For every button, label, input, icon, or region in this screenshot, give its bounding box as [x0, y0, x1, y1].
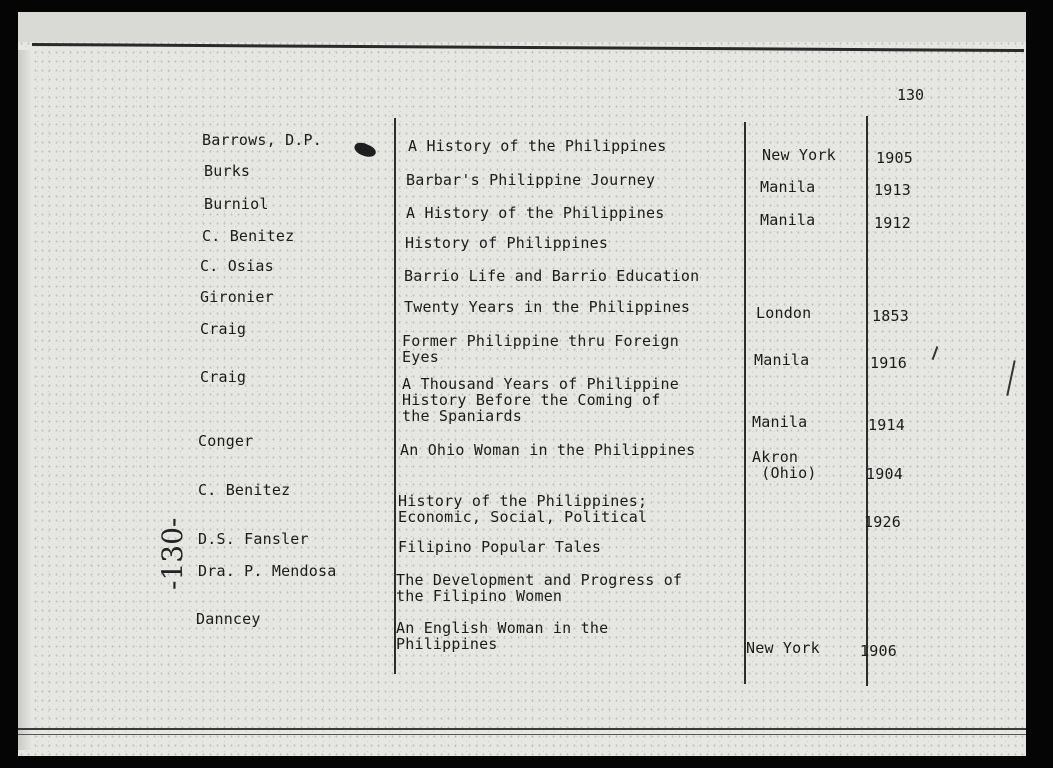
entry-title: History of the Philippines;	[398, 492, 648, 510]
entry-title: An English Woman in the	[396, 619, 609, 637]
entry-place: Manila	[760, 211, 816, 229]
entry-year: 1904	[866, 465, 903, 483]
page-left-shadow	[18, 50, 32, 750]
entry-author: Danncey	[196, 610, 261, 628]
entry-place: New York	[746, 639, 820, 657]
bottom-rule-secondary	[18, 734, 1026, 735]
entry-title: Former Philippine thru Foreign	[402, 332, 679, 350]
entry-title: A History of the Philippines	[406, 204, 665, 222]
entry-year: 1916	[870, 354, 907, 372]
entry-place: (Ohio)	[752, 464, 817, 482]
entry-place: Manila	[752, 413, 808, 431]
entry-place: Manila	[754, 351, 810, 369]
entry-title: Eyes	[402, 348, 439, 366]
entry-title: the Filipino Women	[396, 587, 563, 605]
entry-title: Barbar's Philippine Journey	[406, 171, 656, 189]
entry-author: Barrows, D.P.	[202, 131, 322, 149]
entry-year: 1914	[868, 416, 905, 434]
ink-blot	[352, 140, 377, 160]
catalog-page	[18, 12, 1026, 756]
entry-title: Economic, Social, Political	[398, 508, 648, 526]
entry-year: 1913	[874, 181, 911, 199]
entry-place: London	[756, 304, 812, 322]
entry-title: The Development and Progress of	[396, 571, 683, 589]
entry-title: An Ohio Woman in the Philippines	[400, 441, 696, 459]
column-divider-place	[744, 122, 746, 684]
entry-title: A Thousand Years of Philippine	[402, 375, 679, 393]
entry-place: Akron	[752, 448, 799, 466]
entry-place: New York	[762, 146, 836, 164]
entry-author: Burks	[204, 162, 251, 180]
entry-year: 1912	[874, 214, 911, 232]
entry-author: Craig	[200, 320, 247, 338]
handwritten-margin-number: -130-	[156, 517, 189, 590]
entry-author: Burniol	[204, 195, 269, 213]
page-top-band	[18, 12, 1026, 42]
entry-title: History of Philippines	[405, 234, 609, 252]
entry-place: Manila	[760, 178, 816, 196]
top-rule	[32, 43, 1024, 52]
entry-author: Dra. P. Mendosa	[198, 562, 337, 580]
entry-year: 1905	[876, 149, 913, 167]
entry-year: 1853	[872, 307, 909, 325]
entry-author: C. Benitez	[198, 481, 291, 499]
entry-title: History Before the Coming of	[402, 391, 661, 409]
pencil-mark	[1006, 360, 1015, 396]
entry-title: Filipino Popular Tales	[398, 538, 602, 556]
entry-author: Gironier	[200, 288, 274, 306]
entry-title: the Spaniards	[402, 407, 522, 425]
entry-author: Craig	[200, 368, 247, 386]
bottom-rule	[18, 728, 1026, 730]
entry-author: D.S. Fansler	[198, 530, 309, 548]
entry-title: Philippines	[396, 635, 498, 653]
entry-author: C. Benitez	[202, 227, 295, 245]
entry-year: 1906	[860, 642, 897, 660]
entry-year: 1926	[864, 513, 901, 531]
column-divider-year	[866, 116, 868, 686]
entry-title: Barrio Life and Barrio Education	[404, 267, 700, 285]
pencil-mark	[932, 346, 938, 360]
entry-title: A History of the Philippines	[408, 137, 667, 155]
page-number: 130	[897, 86, 925, 104]
entry-author: Conger	[198, 432, 254, 450]
entry-author: C. Osias	[200, 257, 274, 275]
entry-title: Twenty Years in the Philippines	[404, 298, 691, 316]
